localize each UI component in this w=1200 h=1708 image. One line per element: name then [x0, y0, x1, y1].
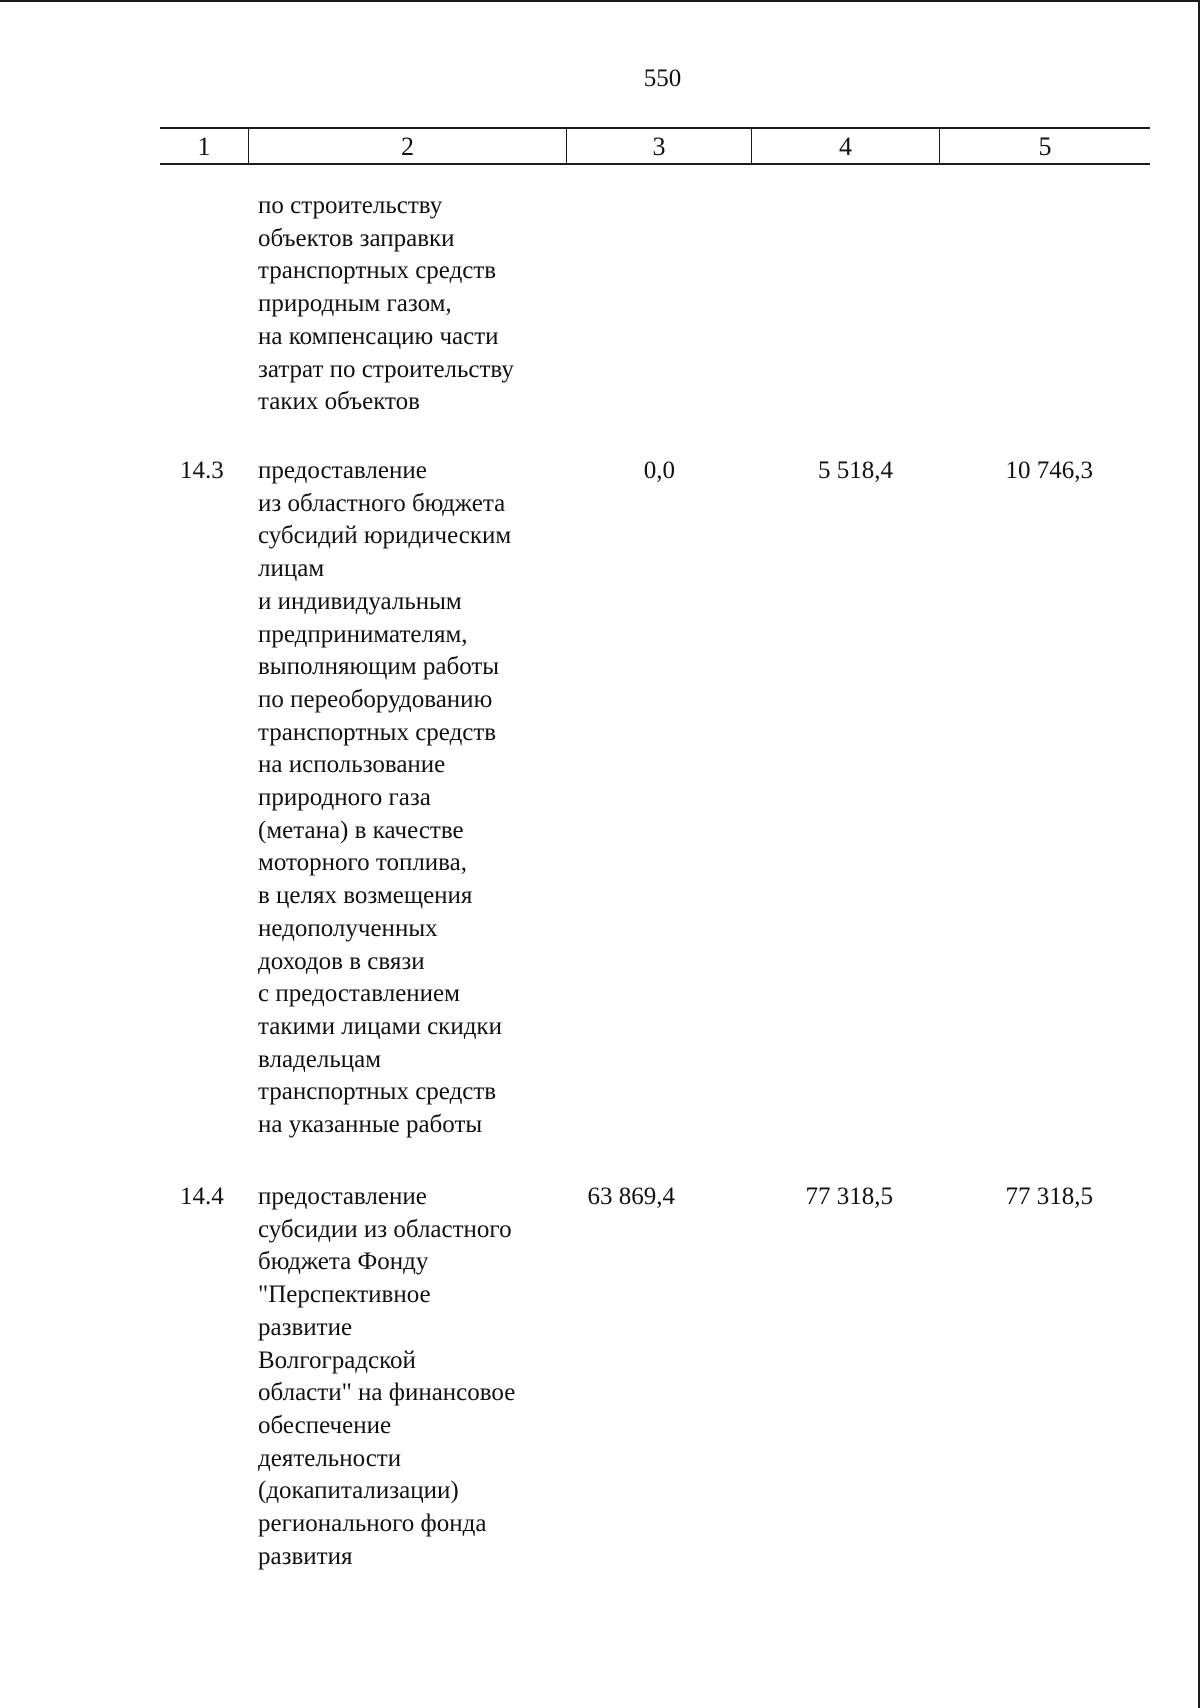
column-header-1: 1	[197, 132, 211, 161]
row-description: по строительству объектов заправки транспортных средств природным газом, на компенсацию части затрат по строительству таких объектов	[258, 192, 514, 416]
row-number: 14.4	[180, 1183, 224, 1210]
row-value-col4: 5 518,4	[818, 457, 893, 484]
column-header-4: 4	[751, 129, 939, 163]
row-value-col5: 10 746,3	[1005, 457, 1093, 484]
row-description: предоставление субсидии из областного бюджета Фонду "Перспективное развитие Волгоградской области" на финансовое обеспечение деятельности (докапитализации) регионального фонда развития	[258, 1183, 516, 1570]
row-number: 14.3	[180, 457, 224, 484]
row-value-col3: 63 869,4	[587, 1183, 675, 1210]
page-top-edge	[0, 0, 1200, 2]
row-value-col3: 0,0	[643, 457, 675, 484]
row-value-col5: 77 318,5	[1005, 1183, 1093, 1210]
column-header-3: 3	[566, 129, 751, 163]
column-header-5: 5	[939, 129, 1150, 163]
page-number: 550	[643, 65, 682, 92]
row-description: предоставление из областного бюджета субсидий юридическим лицам и индивидуальным предпринимателям, выполняющим работы по переоборудованию транспортных средств на использование природного газа (метана) в качестве моторного топлива, в целях возмещения недополученных доходов в связи с предоставлением такими лицами скидки владельцам транспортных средств на указанные работы	[258, 457, 512, 1139]
column-header-2: 2	[248, 129, 566, 163]
row-value-col4: 77 318,5	[805, 1183, 893, 1210]
table-header-row	[160, 127, 1150, 165]
